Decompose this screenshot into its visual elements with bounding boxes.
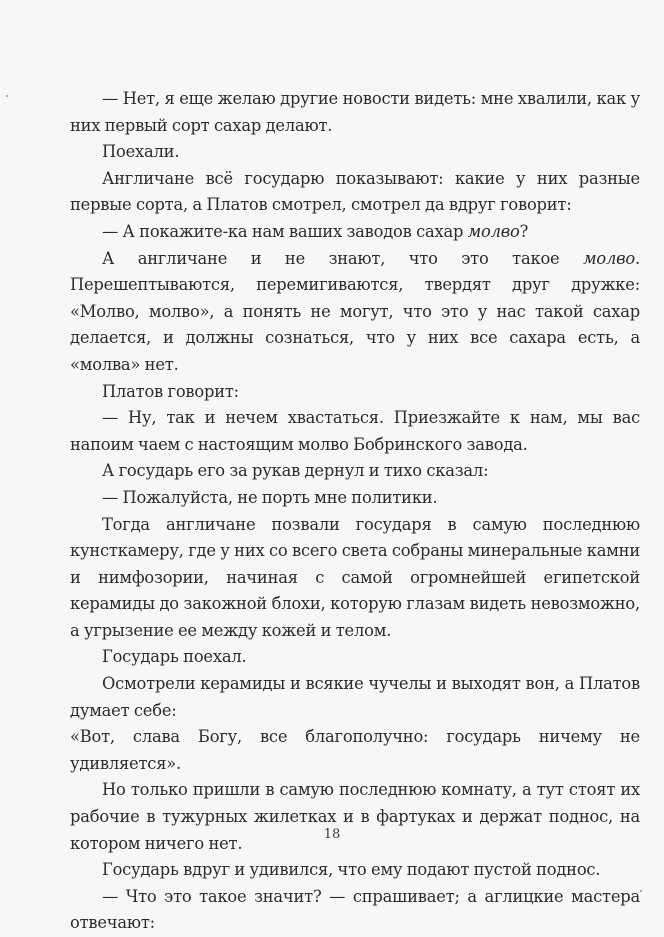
paragraph: Тогда англичане позвали государя в самую последнюю кунсткамеру, где у них со всего света собраны минеральные камни и нимфозории, начиная с самой огромнейшей египетской керамиды до закожной блохи, которую глазам видеть невозможно, а угрызение ее между кожей и телом. xyxy=(70,514,640,640)
paragraph: — Пожалуйста, не порть мне политики. xyxy=(102,487,438,507)
paragraph: Государь поехал. xyxy=(102,647,247,667)
paragraph: Англичане всё государю показывают: какие у них разные первые сорта, а Платов смотрел, смотрел да вдруг говорит: xyxy=(70,168,640,215)
page-number: 18 xyxy=(323,827,341,842)
scan-speck xyxy=(6,95,8,97)
italic-word: молво xyxy=(467,221,520,241)
paragraph: — Нет, я еще желаю другие новости видеть: мне хвалили, как у них первый сорт сахар делают. xyxy=(70,89,640,135)
paragraph: Осмотрели керамиды и всякие чучелы и выходят вон, а Платов думает себе: xyxy=(70,674,640,720)
scan-speck xyxy=(640,890,642,892)
paragraph: — Ну, так и нечем хвастаться. Приезжайте к нам, мы вас напоим чаем с настоящим молво Бобринского завода. xyxy=(70,408,640,454)
paragraph: Государь вдруг и удивился, что ему подают пустой поднос. xyxy=(102,860,601,880)
paragraph: Платов говорит: xyxy=(102,381,239,401)
paragraph: А англичане и не знают, что это такое молво. Перешептываются, перемигиваются, твердят друг дружке: «Молво, молво», а понять не могут, что это у нас такой сахар делается, и должны сознаться, что у них все сахара есть, а «молва» нет. xyxy=(70,248,640,374)
paragraph: «Вот, слава Богу, все благополучно: государь ничему не удивляется». xyxy=(70,727,640,773)
paragraph: — Что это такое значит? — спрашивает; а аглицкие мастера отвечают: xyxy=(70,886,640,933)
paragraph: Поехали. xyxy=(102,142,180,162)
page-text xyxy=(70,86,640,937)
paragraph: Но только пришли в самую последнюю комнату, а тут стоят их рабочие в тужурных жилетках и в фартуках и держат поднос, на котором ничего нет. xyxy=(70,780,640,853)
paragraph: — А покажите-ка нам ваших заводов сахар молво? xyxy=(102,221,529,241)
italic-word: молво xyxy=(583,248,636,268)
paragraph: А государь его за рукав дернул и тихо сказал: xyxy=(102,461,489,481)
